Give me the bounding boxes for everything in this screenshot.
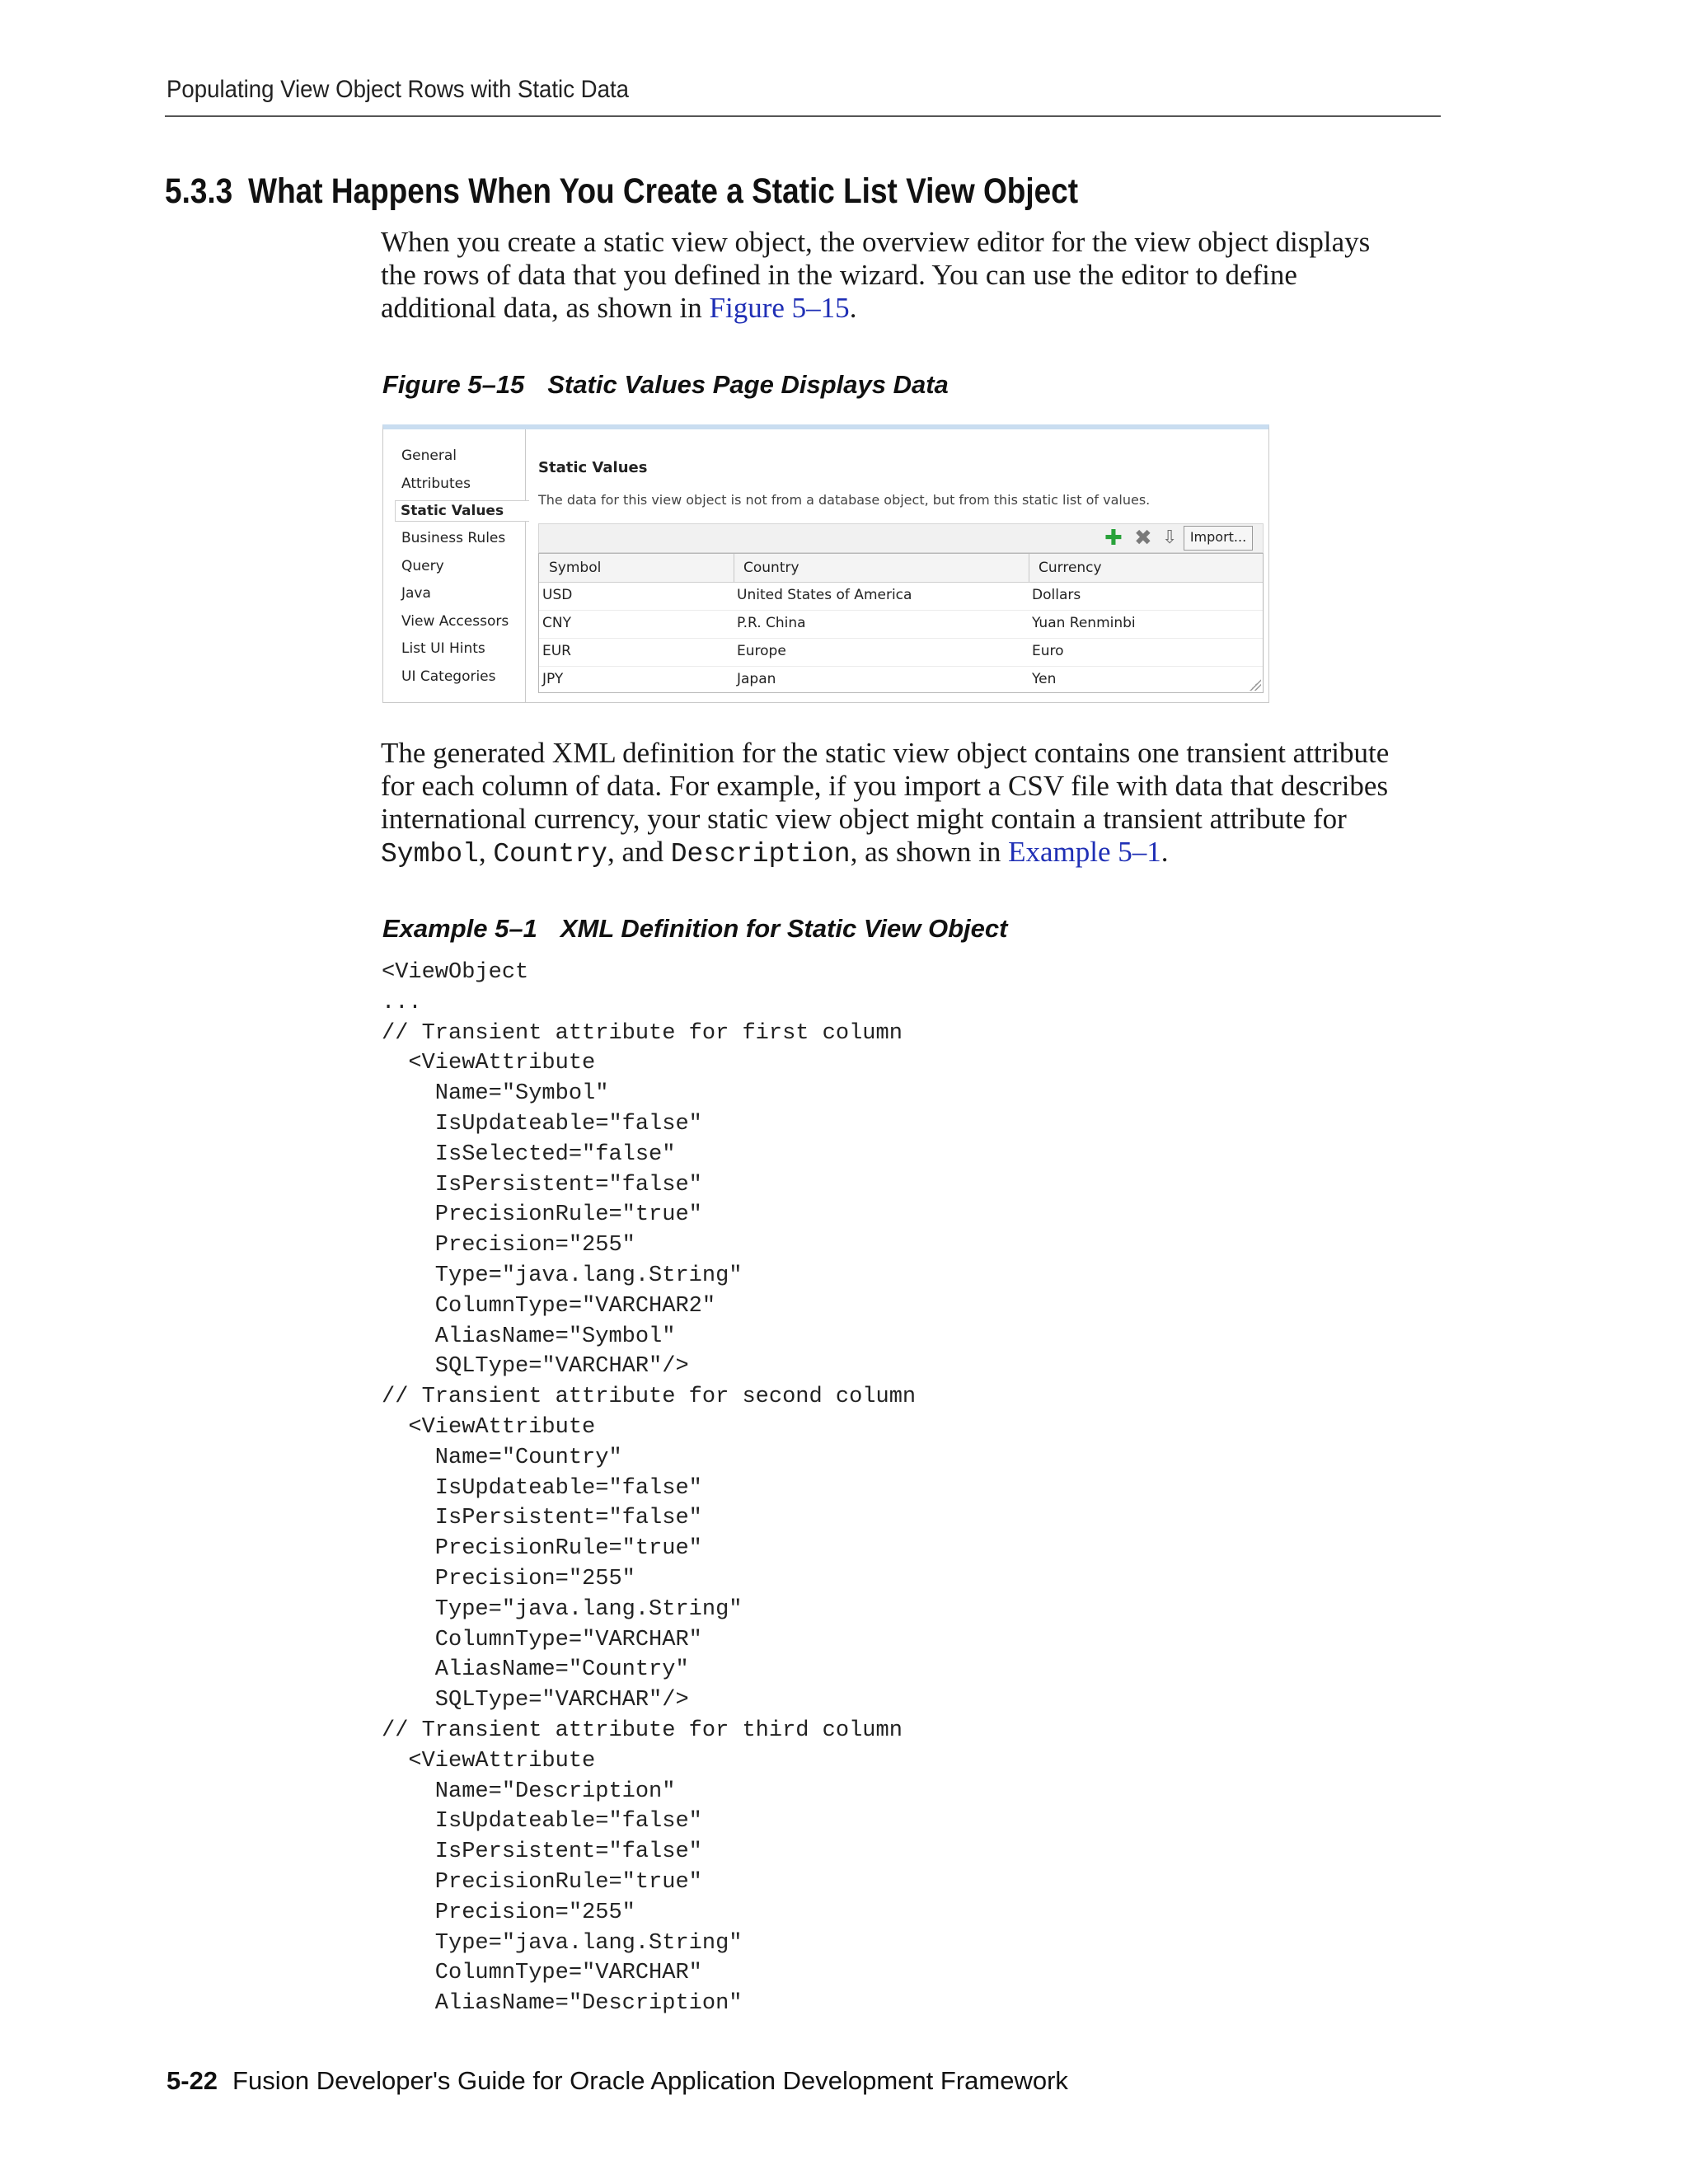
panel-title: Static Values [538, 459, 648, 476]
cell-country[interactable]: Japan [737, 671, 776, 687]
intro-paragraph [381, 226, 1452, 325]
body-line-1: The generated XML definition for the static view object contains one transient attribute [381, 737, 1390, 769]
nav-item-attributes[interactable]: Attributes [401, 476, 471, 492]
nav-item-list-ui-hints[interactable]: List UI Hints [401, 640, 485, 657]
cell-country[interactable]: P.R. China [737, 615, 806, 631]
editor-nav [383, 429, 526, 702]
header-rule [165, 115, 1441, 117]
nav-item-general[interactable]: General [401, 448, 457, 464]
nav-item-query[interactable]: Query [401, 558, 444, 574]
nav-item-static-values[interactable]: Static Values [395, 500, 529, 522]
intro-line-3-end: . [849, 292, 857, 324]
nav-item-ui-categories[interactable]: UI Categories [401, 668, 496, 685]
separator: , as shown in [850, 836, 1009, 868]
section-title [165, 171, 1078, 212]
cell-currency[interactable]: Dollars [1032, 587, 1081, 603]
column-header-symbol[interactable]: Symbol [549, 560, 602, 576]
code-country: Country [493, 839, 607, 869]
figure-title: Static Values Page Displays Data [547, 370, 949, 399]
separator: , [478, 836, 494, 868]
cell-symbol[interactable]: CNY [542, 615, 571, 631]
body-paragraph [381, 737, 1452, 871]
page-footer [166, 2066, 1068, 2096]
cell-currency[interactable]: Yen [1032, 671, 1057, 687]
static-values-screenshot [382, 424, 1269, 703]
cell-currency[interactable]: Yuan Renminbi [1032, 615, 1136, 631]
table-row[interactable] [539, 638, 1263, 667]
figure-link[interactable]: Figure 5–15 [709, 292, 850, 324]
column-header-currency[interactable]: Currency [1039, 560, 1102, 576]
body-line-2: for each column of data. For example, if you import a CSV file with data that describes [381, 770, 1389, 802]
delete-icon[interactable]: ✖ [1134, 526, 1152, 551]
add-icon[interactable]: ✚ [1104, 526, 1123, 551]
static-values-table [538, 553, 1264, 693]
example-caption [382, 914, 1007, 944]
cell-country[interactable]: United States of America [737, 587, 912, 603]
intro-line-3-text: additional data, as shown in [381, 292, 710, 324]
running-header: Populating View Object Rows with Static Data [166, 76, 629, 103]
code-symbol: Symbol [381, 839, 479, 869]
cell-symbol[interactable]: USD [542, 587, 573, 603]
book-title: Fusion Developer's Guide for Oracle Application Development Framework [232, 2066, 1068, 2095]
panel-description: The data for this view object is not from a database object, but from this static list of values. [538, 492, 1151, 508]
table-row[interactable] [539, 582, 1263, 611]
cell-symbol[interactable]: JPY [542, 671, 564, 687]
resize-grip-icon[interactable] [1250, 679, 1261, 691]
code-description: Description [670, 839, 851, 869]
page-number: 5-22 [166, 2066, 218, 2095]
figure-label: Figure 5–15 [382, 370, 525, 399]
table-header-row [539, 554, 1263, 583]
section-title-text: What Happens When You Create a Static List View Object [248, 171, 1079, 211]
grid-toolbar [538, 523, 1264, 553]
intro-line-3 [381, 292, 1452, 325]
table-row[interactable] [539, 666, 1263, 694]
nav-item-view-accessors[interactable]: View Accessors [401, 613, 509, 630]
example-title: XML Definition for Static View Object [560, 914, 1008, 943]
import-icon[interactable]: ⇩ [1162, 527, 1178, 548]
figure-caption [382, 370, 949, 400]
column-header-country[interactable]: Country [743, 560, 799, 576]
table-row[interactable] [539, 610, 1263, 639]
cell-country[interactable]: Europe [737, 643, 786, 659]
example-label: Example 5–1 [382, 914, 537, 943]
intro-line-1: When you create a static view object, the overview editor for the view object displays [381, 226, 1371, 258]
period: . [1160, 836, 1169, 868]
cell-symbol[interactable]: EUR [542, 643, 571, 659]
nav-item-java[interactable]: Java [401, 585, 431, 602]
xml-code-example: <ViewObject ... // Transient attribute for first column <ViewAttribute Name="Symbol" IsUpdateable="false" IsSelected="false" IsPersistent="false" PrecisionRule="true" Precision="255" Type="java.lang.String" ColumnType="VARCHAR2" AliasName="Symbol" SQLType="VARCHAR"/> // Transient attribute for second column <ViewAttribute Name="Country" IsUpdateable="false" IsPersistent="false" PrecisionRule="true" Precision="255" Type="java.lang.String" ColumnType="VARCHAR" AliasName="Country" SQLType="VARCHAR"/> // Transient attribute for third column <ViewAttribute Name="Description" IsUpdateable="false" IsPersistent="false" PrecisionRule="true" Precision="255" Type="java.lang.String" ColumnType="VARCHAR" AliasName="Description" [382, 960, 917, 2017]
intro-line-2: the rows of data that you defined in the wizard. You can use the editor to define [381, 259, 1297, 291]
cell-currency[interactable]: Euro [1032, 643, 1064, 659]
import-button[interactable]: Import... [1184, 526, 1253, 551]
body-line-3: international currency, your static view object might contain a transient attribute for [381, 803, 1347, 835]
body-line-4 [381, 836, 1452, 871]
separator: , and [607, 836, 671, 868]
nav-item-business-rules[interactable]: Business Rules [401, 530, 506, 546]
example-link[interactable]: Example 5–1 [1008, 836, 1161, 868]
section-number: 5.3.3 [165, 171, 233, 211]
